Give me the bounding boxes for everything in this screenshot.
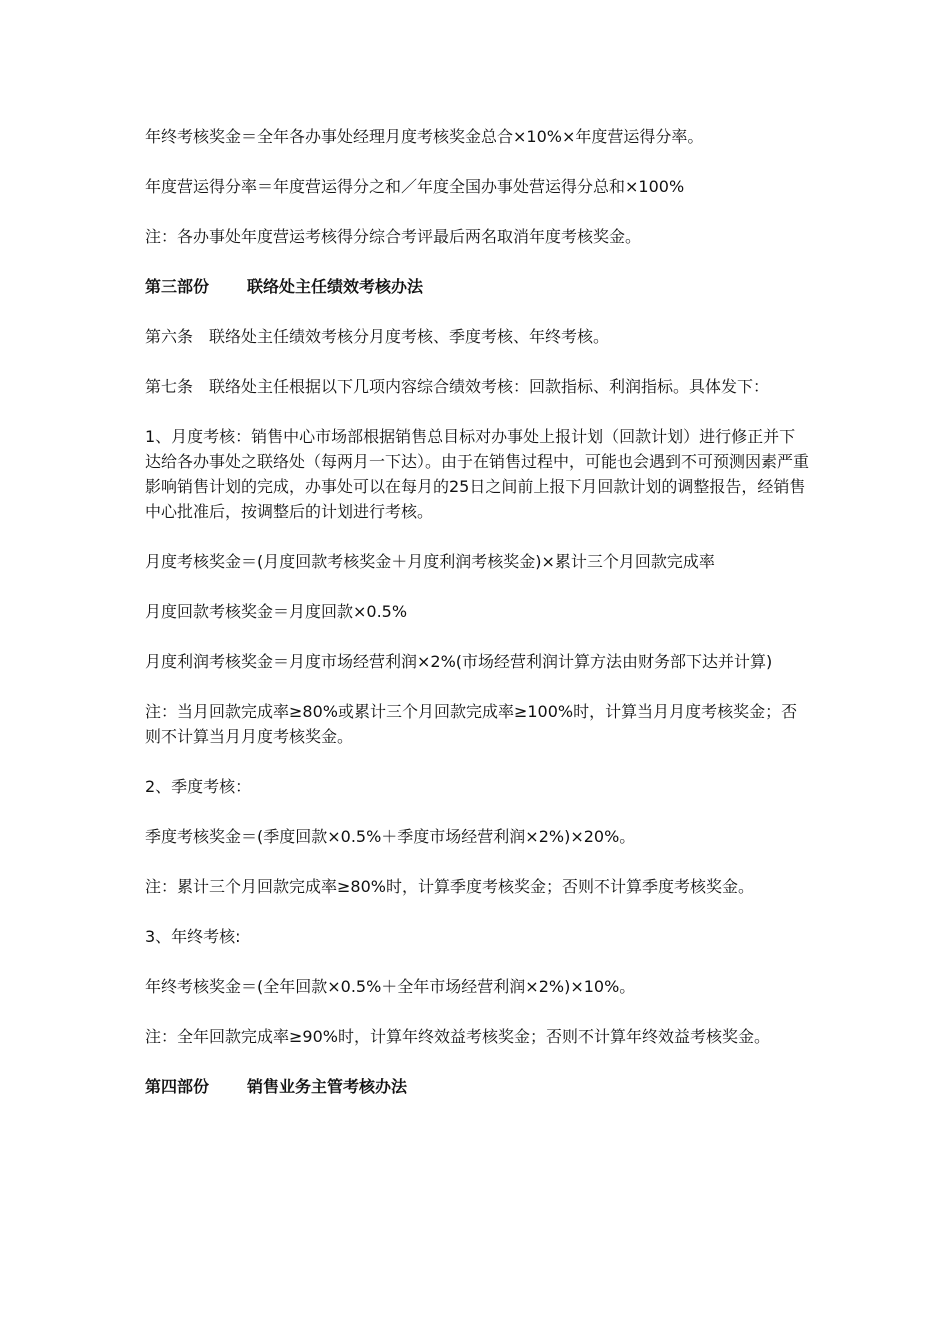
section-heading-part-4 bbox=[145, 1074, 810, 1099]
section-number: 第四部份 bbox=[145, 1077, 210, 1096]
document-body bbox=[145, 124, 810, 1124]
section-title: 联络处主任绩效考核办法 bbox=[247, 277, 424, 296]
article-label: 第七条 bbox=[145, 377, 194, 396]
paragraph-annual-heading: 3、年终考核: bbox=[145, 927, 241, 946]
article-label: 第六条 bbox=[145, 327, 194, 346]
paragraph-monthly-payment-bonus: 月度回款考核奖金＝月度回款×0.5% bbox=[145, 602, 408, 621]
paragraph-monthly-note: 注：当月回款完成率≥80%或累计三个月回款完成率≥100%时，计算当月月度考核奖金；否则不计算当月月度考核奖金。 bbox=[145, 702, 798, 746]
paragraph-annual-note: 注：各办事处年度营运考核得分综合考评最后两名取消年度考核奖金。 bbox=[145, 227, 642, 246]
paragraph-quarterly-note: 注：累计三个月回款完成率≥80%时，计算季度考核奖金；否则不计算季度考核奖金。 bbox=[145, 877, 754, 896]
paragraph-monthly-assessment: 1、月度考核：销售中心市场部根据销售总目标对办事处上报计划（回款计划）进行修正并下达给各办事处之联络处（每两月一下达）。由于在销售过程中，可能也会遇到不可预测因素严重影响销售计划的完成，办事处可以在每月的25日之间前上报下月回款计划的调整报告，经销售中心批准后，按调整后的计划进行考核。 bbox=[145, 427, 810, 521]
paragraph-annual-score-rate-formula: 年度营运得分率＝年度营运得分之和／年度全国办事处营运得分总和×100% bbox=[145, 177, 685, 196]
paragraph-monthly-bonus-formula: 月度考核奖金＝(月度回款考核奖金＋月度利润考核奖金)×累计三个月回款完成率 bbox=[145, 552, 715, 571]
article-text: 联络处主任根据以下几项内容综合绩效考核：回款指标、利润指标。具体发下： bbox=[209, 377, 770, 396]
section-title: 销售业务主管考核办法 bbox=[247, 1077, 408, 1096]
paragraph-annual-bonus-formula-2: 年终考核奖金＝(全年回款×0.5%＋全年市场经营利润×2%)×10%。 bbox=[145, 977, 636, 996]
section-number: 第三部份 bbox=[145, 277, 210, 296]
article-7 bbox=[145, 374, 810, 399]
paragraph-quarterly-bonus-formula: 季度考核奖金＝(季度回款×0.5%＋季度市场经营利润×2%)×20%。 bbox=[145, 827, 636, 846]
article-6 bbox=[145, 324, 810, 349]
article-text: 联络处主任绩效考核分月度考核、季度考核、年终考核。 bbox=[209, 327, 610, 346]
paragraph-annual-note-2: 注：全年回款完成率≥90%时，计算年终效益考核奖金；否则不计算年终效益考核奖金。 bbox=[145, 1027, 770, 1046]
paragraph-quarterly-heading: 2、季度考核： bbox=[145, 777, 252, 796]
section-heading-part-3 bbox=[145, 274, 810, 299]
paragraph-monthly-profit-bonus: 月度利润考核奖金＝月度市场经营利润×2%(市场经营利润计算方法由财务部下达并计算) bbox=[145, 652, 773, 671]
paragraph-annual-bonus-formula: 年终考核奖金＝全年各办事处经理月度考核奖金总合×10%×年度营运得分率。 bbox=[145, 127, 704, 146]
